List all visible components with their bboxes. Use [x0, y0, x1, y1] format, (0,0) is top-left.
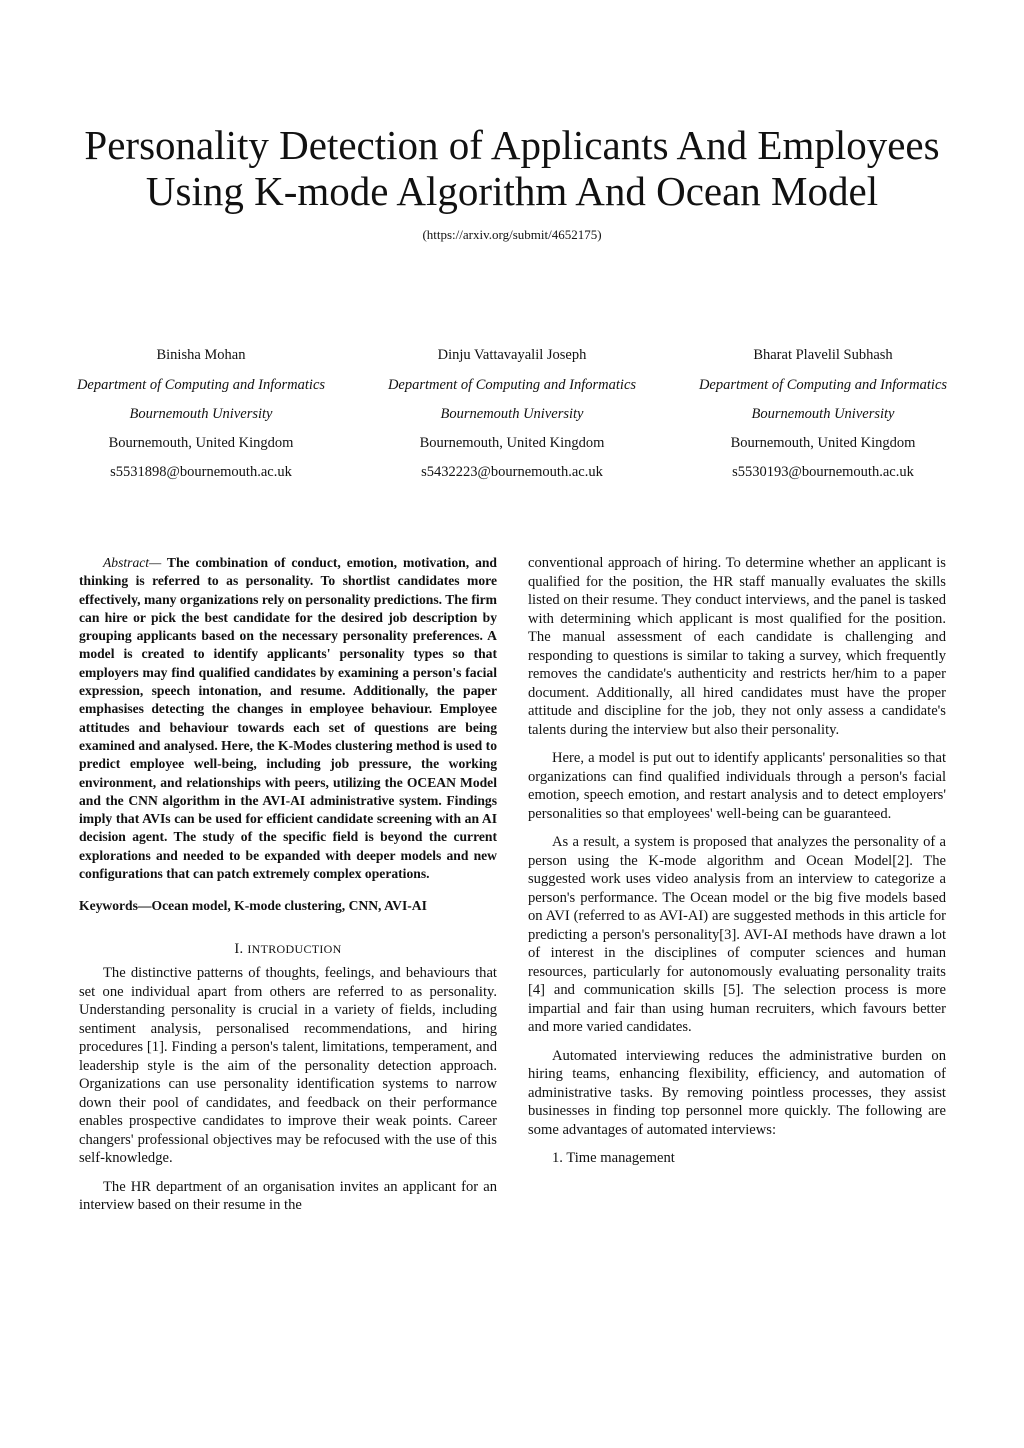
section-heading-introduction [79, 940, 497, 959]
section-title: INTRODUCTION [247, 941, 342, 956]
author-name: Bharat Plavelil Subhash [753, 347, 893, 363]
author-email[interactable]: s5531898@bournemouth.ac.uk [110, 464, 292, 480]
author-email[interactable]: s5530193@bournemouth.ac.uk [732, 464, 914, 480]
paragraph: The HR department of an organisation invites an applicant for an interview based on their resume in the [79, 1178, 497, 1214]
paragraph: Automated interviewing reduces the administrative burden on hiring teams, enhancing flexibility, efficiency, and automation of administrative tasks. By removing pointless processes, they assist businesses in finding top personnel more quickly. The following are some advantages of automated interviews: [528, 1047, 946, 1138]
section-number: I. [234, 940, 244, 957]
paragraph: Here, a model is put out to identify applicants' personalities so that organizations can find qualified individuals through a person's facial emotion, speech emotion, and restart analysis and to detect employers' personalities so that employees' well-being can be guaranteed. [528, 750, 946, 822]
author-location: Bournemouth, United Kingdom [108, 435, 294, 451]
author-university: Bournemouth University [751, 406, 895, 422]
author-name: Dinju Vattavayalil Joseph [437, 347, 587, 363]
paragraph: conventional approach of hiring. To determine whether an applicant is qualified for the position, the HR staff manually evaluates the skills listed on their resume. They conduct interviews, and the panel is tasked with determining which applicant is most qualified for the position. The manual assessment of each candidate is challenging and responding to questions is similar to taking a survey, which frequently removes the candidate's authenticity and restricts her/him to a paper document. Additionally, all hired candidates must have the proper attitude and discipline for the job, they not only assess a candidate's talents during the interview but also their personality. [528, 555, 946, 738]
author-block-3 [688, 346, 958, 481]
author-department: Department of Computing and Informatics [698, 377, 948, 393]
paper-title-line-1: Personality Detection of Applicants And Employees [84, 122, 940, 168]
source-link[interactable]: (https://arxiv.org/submit/4652175) [422, 227, 602, 242]
paragraph: As a result, a system is proposed that analyzes the personality of a person using the K-mode algorithm and Ocean Model[2]. The suggested work uses video analysis from an interview to categorize a person's performance. The Ocean model or the big five models based on AVI (referred to as AVI-AI) are suggested methods in this article for predicting a person's personality[3]. AVI-AI methods have drawn a lot of interest in the disciplines of computer sciences and human resources, particularly for autonomously evaluating personality traits [4] and communication skills [5]. The selection process is more impartial and fair than using human recruiters, which favours better and more varied candidates. [528, 834, 946, 1035]
author-university: Bournemouth University [440, 406, 584, 422]
author-block-1 [66, 346, 336, 481]
author-department: Department of Computing and Informatics [76, 377, 326, 393]
author-block-2 [377, 346, 647, 481]
paper-title [40, 122, 984, 214]
left-column [79, 554, 497, 1225]
abstract-text: The combination of conduct, emotion, motivation, and thinking is referred to as personality. To shortlist candidates more effectively, many organizations rely on personality predictions. The firm can hire or pick the best candidate for the desired job description by grouping applicants based on the necessary personality preferences. A model is created to identify applicants' personality types so that employers may find qualified candidates by examining a person's facial expression, speech intonation, and resume. Additionally, the paper emphasises detecting the changes in employee behaviour. Employee attitudes and behaviour towards each set of questions are being examined and analysed. Here, the K-Modes clustering method is used to predict employee well-being, including job pressure, the working environment, and relationships with peers, utilizing the OCEAN Model and the CNN algorithm in the AVI-AI administrative system. Findings imply that AVIs can be used for efficient candidate screening with an AI decision agent. The study of the specific field is beyond the current explorations and needed to be expanded with deeper models and new configurations that can patch extremely complex operations. [79, 555, 497, 882]
keywords: Keywords—Ocean model, K-mode clustering, CNN, AVI-AI [79, 898, 427, 914]
author-location: Bournemouth, United Kingdom [730, 435, 916, 451]
abstract-lead: Abstract— [103, 555, 162, 570]
author-university: Bournemouth University [129, 406, 273, 422]
list-item: 1. Time management [552, 1150, 675, 1166]
right-column [528, 554, 946, 1178]
paper-title-line-2: Using K-mode Algorithm And Ocean Model [145, 168, 879, 214]
author-name: Binisha Mohan [156, 347, 246, 363]
author-location: Bournemouth, United Kingdom [419, 435, 605, 451]
paragraph: The distinctive patterns of thoughts, feelings, and behaviours that set one individual apart from others are referred to as personality. Understanding personality is crucial in a variety of fields, including sentiment analysis, personalised recommendations, and hiring procedures [1]. Finding a person's talent, limitations, temperament, and leadership style is the aim of the personality detection approach. Organizations can use personality identification systems to narrow down their pool of candidates, and feedback on their performance enables prospective candidates to improve their weak points. Career changers' professional objectives may be refocused with the use of this self-knowledge. [79, 965, 497, 1167]
abstract [79, 554, 497, 883]
author-email[interactable]: s5432223@bournemouth.ac.uk [421, 464, 603, 480]
author-department: Department of Computing and Informatics [387, 377, 637, 393]
